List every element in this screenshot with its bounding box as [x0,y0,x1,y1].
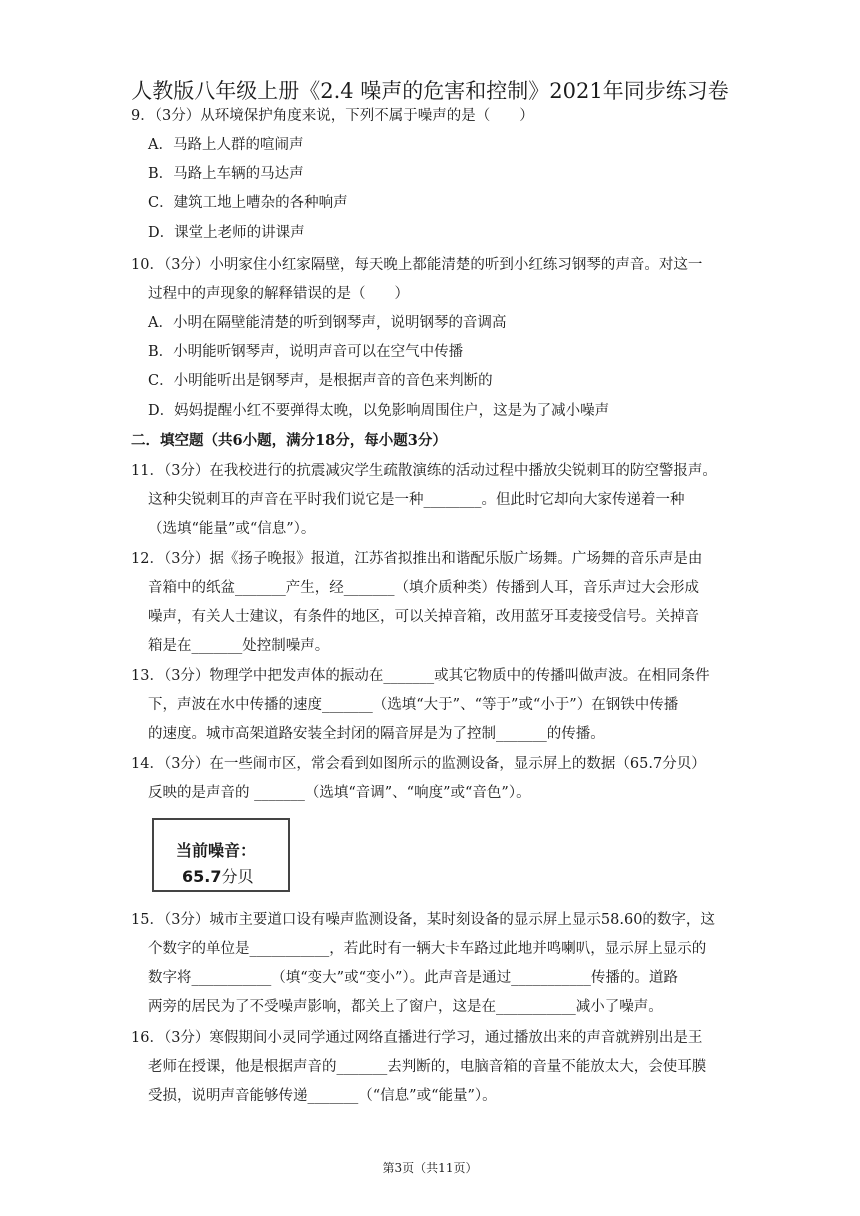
q13-line-2: 下，声波在水中传播的速度_______（选填“大于”、“等于”或“小于”）在钢铁中传播 [148,697,679,713]
q10-option-c: C．小明能听出是钢琴声，是根据声音的音色来判断的 [148,373,493,389]
q11-line-3: （选填“能量”或“信息”）。 [148,521,316,537]
q10-stem-line-2: 过程中的声现象的解释错误的是（ ） [148,286,409,302]
q13-line-3: 的速度。城市高架道路安装全封闭的隔音屏是为了控制_______的传播。 [148,726,605,742]
q14-line-2: 反映的是声音的 _______（选填“音调”、“响度”或“音色”）。 [148,785,531,801]
q10-stem-line-1: 10．（3分）小明家住小红家隔壁，每天晚上都能清楚的听到小红练习钢琴的声音。对这一 [131,257,703,273]
q9-option-c: C．建筑工地上嘈杂的各种响声 [148,195,348,211]
monitor-reading [182,864,254,887]
q12-line-2: 音箱中的纸盆_______产生，经_______（填介质种类）传播到人耳，音乐声过大会形成 [148,580,699,596]
q10-option-b: B．小明能听钢琴声，说明声音可以在空气中传播 [148,344,464,360]
q13-line-1: 13．（3分）物理学中把发声体的振动在_______或其它物质中的传播叫做声波。在相同条件 [131,668,710,684]
q11-line-2: 这种尖锐刺耳的声音在平时我们说它是一种________。但此时它却向大家传递着一种 [148,492,685,508]
q15-line-1: 15．（3分）城市主要道口设有噪声监测设备，某时刻设备的显示屏上显示58.60的数字，这 [131,912,715,928]
q11-line-1: 11．（3分）在我校进行的抗震减灾学生疏散演练的活动过程中播放尖锐刺耳的防空警报声。 [131,463,717,479]
q16-line-1: 16．（3分）寒假期间小灵同学通过网络直播进行学习，通过播放出来的声音就辨别出是王 [131,1030,703,1046]
noise-monitor-figure [152,818,290,892]
q16-line-2: 老师在授课，他是根据声音的_______去判断的，电脑音箱的音量不能放太大，会使耳膜 [148,1059,707,1075]
q9-option-d: D．课堂上老师的讲课声 [148,225,305,241]
monitor-value: 65.7 [182,867,222,886]
q15-line-4: 两旁的居民为了不受噪声影响，都关上了窗户，这是在___________减小了噪声。 [148,999,663,1015]
q10-option-a: A．小明在隔壁能清楚的听到钢琴声，说明钢琴的音调高 [148,315,507,331]
q9-option-b: B．马路上车辆的马达声 [148,166,304,182]
q9-stem: 9．（3分）从环境保护角度来说，下列不属于噪声的是（ ） [131,108,534,124]
q16-line-3: 受损，说明声音能够传递_______（“信息”或“能量”）。 [148,1088,497,1104]
section-heading: 二．填空题（共6小题，满分18分，每小题3分） [131,432,447,449]
page-footer: 第3页（共11页） [382,1161,478,1175]
monitor-unit: 分贝 [221,867,254,886]
q12-line-1: 12．（3分）据《扬子晚报》报道，江苏省拟推出和谐配乐版广场舞。广场舞的音乐声是由 [131,551,703,567]
q9-option-a: A．马路上人群的喧闹声 [148,137,304,153]
q14-line-1: 14．（3分）在一些闹市区，常会看到如图所示的监测设备，显示屏上的数据（65.7分贝） [131,756,706,772]
q10-option-d: D．妈妈提醒小红不要弹得太晚，以免影响周围住户，这是为了减小噪声 [148,403,610,419]
q15-line-3: 数字将___________（填“变大”或“变小”）。此声音是通过___________传播的。道路 [148,970,678,986]
q12-line-3: 噪声，有关人士建议，有条件的地区，可以关掉音箱，改用蓝牙耳麦接受信号。关掉音 [148,609,699,625]
q12-line-4: 箱是在_______处控制噪声。 [148,638,330,654]
monitor-label: 当前噪音： [176,841,257,860]
page-title: 人教版八年级上册《2.4 噪声的危害和控制》2021年同步练习卷 [131,79,729,103]
q15-line-2: 个数字的单位是___________，若此时有一辆大卡车路过此地并鸣喇叭，显示屏上显示的 [148,941,707,957]
